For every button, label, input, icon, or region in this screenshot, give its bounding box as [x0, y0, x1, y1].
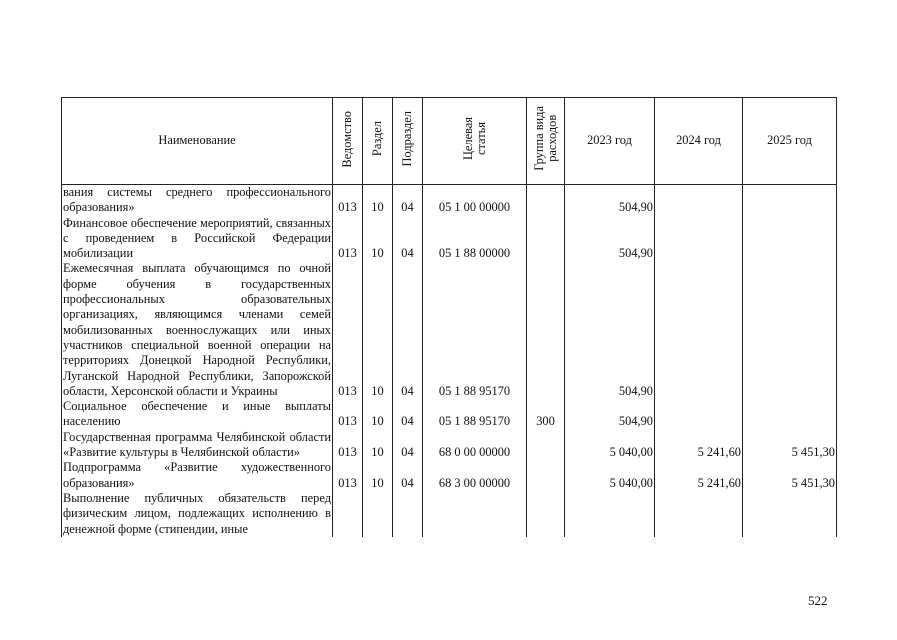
row-celevaya-statya: 05 1 88 95170 [423, 261, 527, 399]
row-name: Социальное обеспечение и иные выплаты населению [63, 399, 331, 429]
row-name: Государственная программа Челябинской области «Развитие культуры в Челябинской области» [63, 429, 331, 460]
table-row [62, 261, 837, 399]
row-gruppa [527, 491, 565, 537]
table-row [62, 491, 837, 537]
row-value-2025 [743, 399, 837, 430]
row-podrazdel: 04 [393, 185, 423, 216]
row-vedomstvo: 013 [333, 261, 363, 399]
row-razdel: 10 [363, 216, 393, 262]
row-vedomstvo [333, 491, 363, 537]
row-value-2024 [655, 216, 743, 262]
row-razdel [363, 491, 393, 537]
row-value-2023: 504,90 [565, 185, 655, 216]
row-value-2023 [565, 491, 655, 537]
row-value-2024 [655, 185, 743, 216]
row-gruppa [527, 185, 565, 216]
row-gruppa [527, 261, 565, 399]
row-value-2025 [743, 491, 837, 537]
row-razdel: 10 [363, 399, 393, 430]
row-value-2023: 504,90 [565, 216, 655, 262]
row-razdel: 10 [363, 185, 393, 216]
row-value-2024: 5 241,60 [655, 460, 743, 491]
row-value-2023: 504,90 [565, 261, 655, 399]
row-value-2023: 5 040,00 [565, 430, 655, 461]
table-header [62, 98, 837, 185]
row-vedomstvo: 013 [333, 399, 363, 430]
row-value-2025: 5 451,30 [743, 460, 837, 491]
row-value-2023: 5 040,00 [565, 460, 655, 491]
row-value-2025 [743, 185, 837, 216]
header-year-2024: 2024 год [655, 98, 743, 185]
row-podrazdel: 04 [393, 460, 423, 491]
header-year-2023: 2023 год [565, 98, 655, 185]
row-value-2024 [655, 399, 743, 430]
row-podrazdel: 04 [393, 216, 423, 262]
row-podrazdel: 04 [393, 399, 423, 430]
row-gruppa: 300 [527, 399, 565, 430]
row-gruppa [527, 430, 565, 461]
row-name: вания системы среднего профессионального образования» [63, 185, 331, 215]
row-value-2025: 5 451,30 [743, 430, 837, 461]
page-number: 522 [808, 593, 828, 608]
row-name: Ежемесячная выплата обучающимся по очной форме обучения в государственных профессиональных образовательных организациях, являющимся членами семей мобилизованных военнослужащих или иных участников специальной военной операции на территориях Донецкой Народной Республики, Луганской Народной Республики, Запорожской области, Херсонской области и Украины [63, 261, 331, 398]
header-vedomstvo: Ведомство [333, 98, 363, 185]
budget-table [61, 97, 837, 537]
table-row [62, 460, 837, 491]
row-vedomstvo: 013 [333, 185, 363, 216]
row-gruppa [527, 216, 565, 262]
row-value-2024: 5 241,60 [655, 430, 743, 461]
row-gruppa [527, 460, 565, 491]
row-celevaya-statya: 05 1 00 00000 [423, 185, 527, 216]
row-celevaya-statya: 05 1 88 00000 [423, 216, 527, 262]
row-celevaya-statya: 68 0 00 00000 [423, 430, 527, 461]
row-vedomstvo: 013 [333, 430, 363, 461]
row-value-2025 [743, 216, 837, 262]
table-row [62, 430, 837, 461]
header-name: Наименование [62, 98, 333, 185]
row-vedomstvo: 013 [333, 460, 363, 491]
row-podrazdel: 04 [393, 430, 423, 461]
header-celevaya-statya: Целевая статья [423, 98, 527, 185]
row-name: Финансовое обеспечение мероприятий, связанных с проведением в Российской Федерации мобилизации [63, 215, 331, 261]
row-name: Выполнение публичных обязательств перед физическим лицом, подлежащих исполнению в денежной форме (стипендии, иные [63, 490, 331, 536]
header-year-2025: 2025 год [743, 98, 837, 185]
header-podrazdel: Подраздел [393, 98, 423, 185]
row-podrazdel [393, 491, 423, 537]
row-vedomstvo: 013 [333, 216, 363, 262]
row-podrazdel: 04 [393, 261, 423, 399]
row-value-2023: 504,90 [565, 399, 655, 430]
row-celevaya-statya: 68 3 00 00000 [423, 460, 527, 491]
header-gruppa-vida-rashodov: Группа вида расходов [527, 98, 565, 185]
table-body [62, 185, 837, 537]
row-value-2024 [655, 491, 743, 537]
row-name: Подпрограмма «Развитие художественного образования» [63, 460, 331, 490]
row-celevaya-statya: 05 1 88 95170 [423, 399, 527, 430]
row-razdel: 10 [363, 460, 393, 491]
row-value-2024 [655, 261, 743, 399]
row-value-2025 [743, 261, 837, 399]
row-razdel: 10 [363, 430, 393, 461]
table-row [62, 399, 837, 430]
header-razdel: Раздел [363, 98, 393, 185]
table-row [62, 216, 837, 262]
row-celevaya-statya [423, 491, 527, 537]
table-row [62, 185, 837, 216]
row-razdel: 10 [363, 261, 393, 399]
